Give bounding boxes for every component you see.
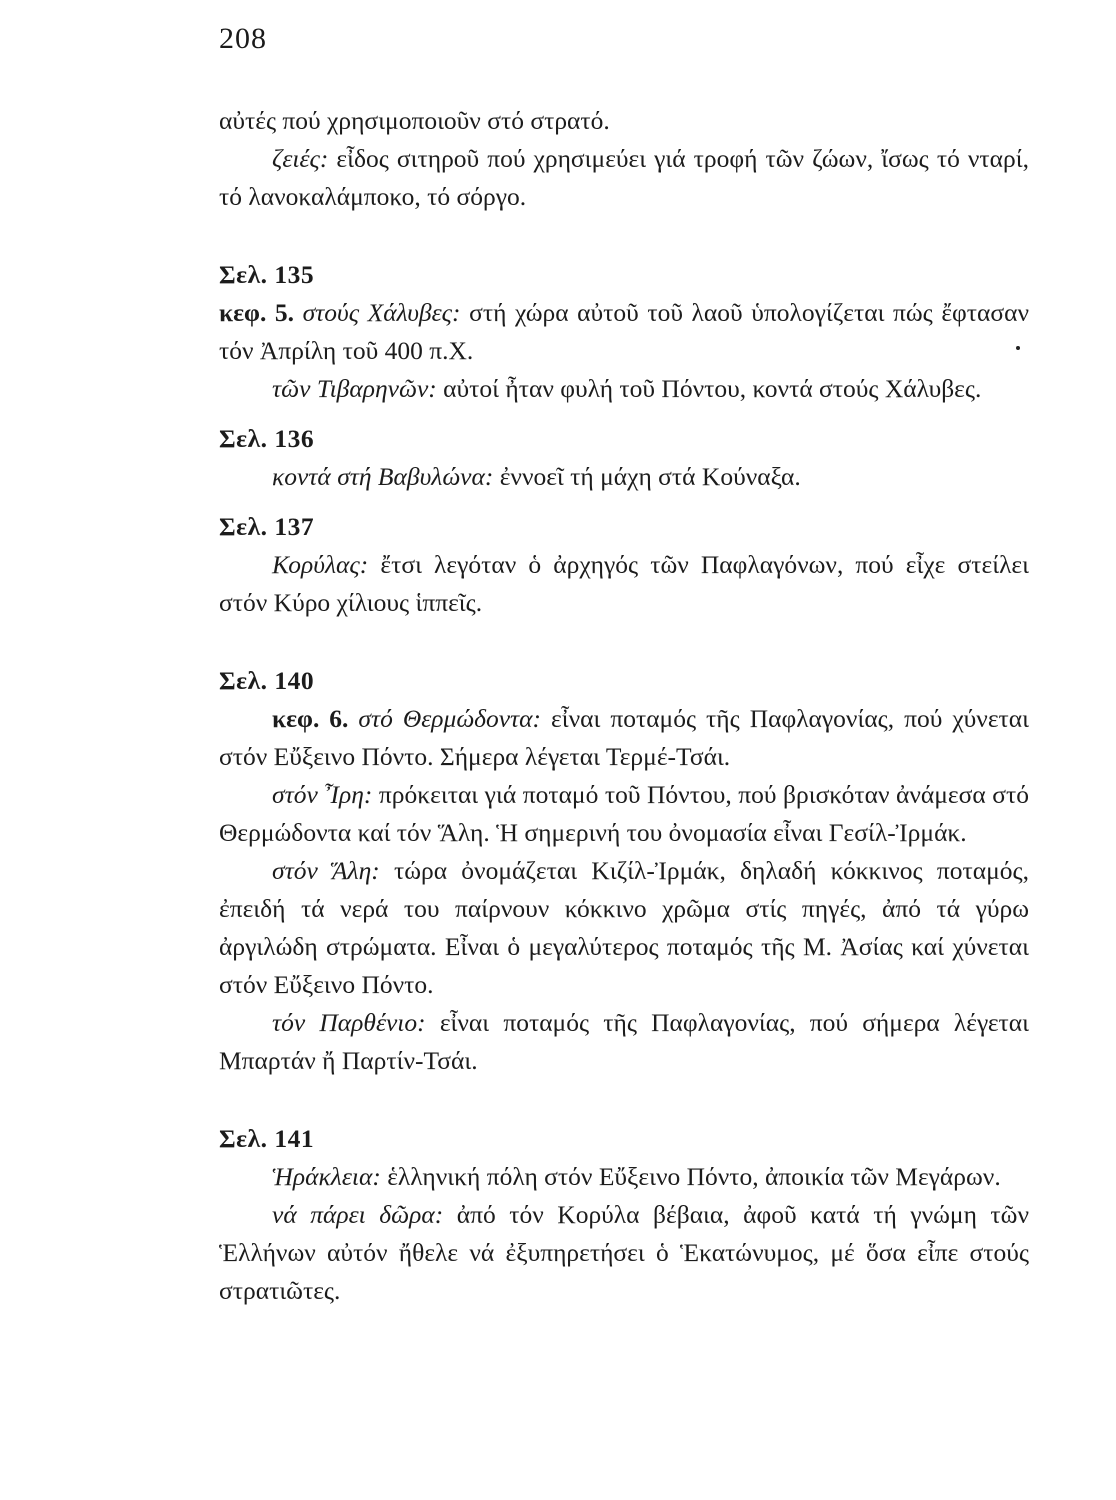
- term-thermodon: στό Θερμώδοντα:: [348, 704, 542, 733]
- note-halys: [219, 852, 1029, 1004]
- intro-line: αὐτές πού χρησιμοποιοῦν στό στρατό.: [219, 106, 610, 135]
- term-zeies: ζειές:: [272, 144, 329, 173]
- text-babylon: ἐννοεῖ τή μάχη στά Κούναξα.: [493, 462, 801, 491]
- note-zeies: [219, 140, 1029, 216]
- note-gifts: [219, 1196, 1029, 1310]
- note-babylon: [219, 458, 1029, 496]
- note-chalybes: [219, 294, 1029, 370]
- text-tibarenoi: αὐτοί ἦταν φυλή τοῦ Πόντου, κοντά στούς Χάλυβες.: [436, 374, 982, 403]
- text-gifts: ἀπό τόν Κορύλα βέβαια, ἀφοῦ κατά τή γνώμη τῶν Ἑλλήνων αὐτόν ἤθελε νά ἐξυπηρετήσει ὁ Ἑκατώνυμος, μέ ὅσα εἶπε στούς στρατιῶτες.: [219, 1200, 1029, 1305]
- term-halys: στόν Ἅλη:: [272, 856, 380, 885]
- note-korylas: [219, 546, 1029, 622]
- term-korylas: Κορύλας:: [272, 550, 369, 579]
- term-herakleia: Ἡράκλεια:: [272, 1162, 381, 1191]
- term-gifts: νά πάρει δῶρα:: [272, 1200, 444, 1229]
- section-heading-137: Σελ. 137: [219, 512, 315, 541]
- section-heading-141: Σελ. 141: [219, 1124, 315, 1153]
- page-number: 208: [219, 22, 267, 55]
- text-iris: πρόκειται γιά ποταμό τοῦ Πόντου, πού βρισκόταν ἀνάμεσα στό Θερμώδοντα καί τόν Ἅλη. Ἡ σημερινή του ὀνομασία εἶναι Γεσίλ-Ἰρμάκ.: [219, 780, 1030, 847]
- section-heading-136: Σελ. 136: [219, 424, 315, 453]
- note-parthenios: [219, 1004, 1029, 1080]
- text-parthenios: εἶναι ποταμός τῆς Παφλαγονίας, πού σήμερα λέγεται Μπαρτάν ἤ Παρτίν-Τσάι.: [219, 1008, 1029, 1075]
- text-zeies: εἶδος σιτηροῦ πού χρησιμεύει γιά τροφή τῶν ζώων, ἴσως τό νταρί, τό λανοκαλάμποκο, τό σόργο.: [219, 144, 1029, 211]
- text-thermodon: εἶναι ποταμός τῆς Παφλαγονίας, πού χύνεται στόν Εὔξεινο Πόντο. Σήμερα λέγεται Τερμέ-Τσάι.: [219, 704, 1029, 771]
- text-korylas: ἔτσι λεγόταν ὁ ἀρχηγός τῶν Παφλαγόνων, πού εἶχε στείλει στόν Κύρο χίλιους ἱππεῖς.: [219, 550, 1029, 617]
- text-halys: τώρα ὀνομάζεται Κιζίλ-Ἰρμάκ, δηλαδή κόκκινος ποταμός, ἐπειδή τά νερά του παίρνουν κόκκινο χρῶμα στίς πηγές, ἀπό τά γύρω ἀργιλώδη στρώματα. Εἶναι ὁ μεγαλύτερος ποταμός τῆς Μ. Ἀσίας καί χύνεται στόν Εὔξεινο Πόντο.: [219, 856, 1029, 999]
- note-iris: [219, 776, 1029, 852]
- chapter-6-label: κεφ. 6.: [272, 704, 349, 733]
- term-chalybes: στούς Χάλυβες:: [294, 298, 461, 327]
- notes-body: [219, 102, 1029, 1310]
- note-tibarenoi: [219, 370, 1029, 408]
- note-thermodon: [219, 700, 1029, 776]
- term-parthenios: τόν Παρθένιο:: [272, 1008, 426, 1037]
- term-tibarenoi: τῶν Τιβαρηνῶν:: [272, 374, 437, 403]
- term-iris: στόν Ἶρη:: [272, 780, 373, 809]
- chapter-5-label: κεφ. 5.: [219, 298, 295, 327]
- term-babylon: κοντά στή Βαβυλώνα:: [272, 462, 494, 491]
- text-chalybes: στή χώρα αὐτοῦ τοῦ λαοῦ ὑπολογίζεται πώς ἔφτασαν τόν Ἀπρίλη τοῦ 400 π.Χ.: [219, 298, 1029, 365]
- note-herakleia: [219, 1158, 1029, 1196]
- section-heading-135: Σελ. 135: [219, 260, 315, 289]
- section-heading-140: Σελ. 140: [219, 666, 315, 695]
- text-herakleia: ἑλληνική πόλη στόν Εὔξεινο Πόντο, ἀποικία τῶν Μεγάρων.: [380, 1162, 1001, 1191]
